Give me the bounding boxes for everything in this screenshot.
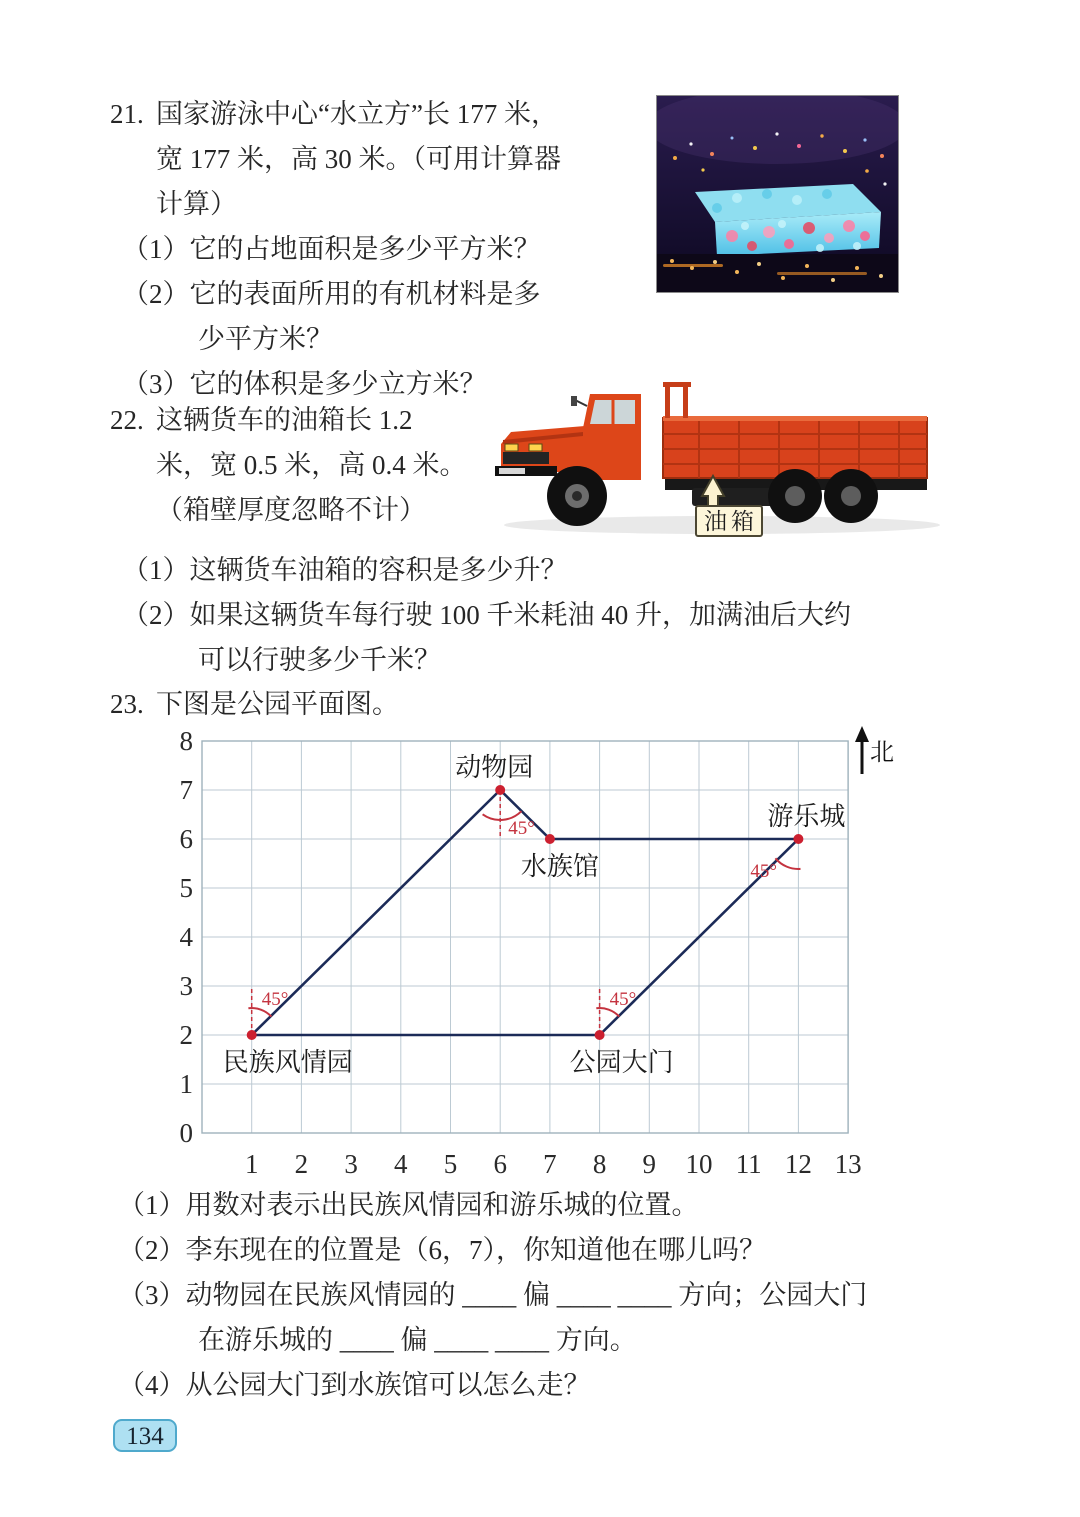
problem-22-text-1: 这辆货车的油箱长 1.2	[156, 405, 413, 435]
svg-text:7: 7	[179, 775, 193, 805]
problem-22-number: 22.	[110, 405, 144, 435]
problem-23-items	[118, 1183, 998, 1408]
park-locations	[223, 753, 846, 1077]
problem-21-line-1	[110, 92, 690, 137]
svg-text:8: 8	[592, 1149, 607, 1179]
svg-text:水族馆: 水族馆	[520, 852, 599, 881]
svg-text:3: 3	[344, 1149, 358, 1179]
north-arrow	[855, 726, 894, 774]
svg-text:0: 0	[179, 1118, 193, 1148]
problem-23-q2: （2）李东现在的位置是（6，7），你知道他在哪儿吗？	[118, 1235, 766, 1265]
problem-21-number: 21.	[110, 99, 144, 129]
problem-23-title: 下图是公园平面图。	[156, 689, 399, 719]
svg-text:8: 8	[179, 726, 193, 756]
problem-22-text-2: 米，宽 0.5 米，高 0.4 米。	[156, 450, 467, 480]
water-cube-illustration	[657, 96, 898, 292]
svg-text:公园大门: 公园大门	[569, 1048, 674, 1077]
angle-annotations	[248, 790, 800, 1035]
park-map-chart	[157, 722, 957, 1184]
svg-text:民族风情园: 民族风情园	[222, 1048, 353, 1077]
problem-21-item-1: （1）它的占地面积是多少平方米？	[122, 234, 541, 264]
problem-22-item-2-cont: 可以行驶多少千米？	[198, 645, 441, 675]
svg-text:2: 2	[294, 1149, 309, 1179]
svg-text:7: 7	[543, 1149, 557, 1179]
page-number-badge: 134	[113, 1419, 177, 1452]
problem-21-item-3: （3）它的体积是多少立方米？	[122, 369, 487, 399]
problem-23-heading	[110, 682, 710, 727]
svg-text:6: 6	[179, 824, 193, 854]
svg-text:45°: 45°	[609, 989, 637, 1010]
svg-text:1: 1	[179, 1069, 193, 1099]
svg-text:2: 2	[179, 1020, 193, 1050]
svg-text:3: 3	[179, 971, 193, 1001]
axis-tick-labels	[180, 726, 862, 1179]
park-map-svg	[157, 722, 957, 1184]
problem-23-q4: （4）从公园大门到水族馆可以怎么走？	[118, 1370, 591, 1400]
water-cube-photo	[656, 95, 899, 293]
problem-21-text-1: 国家游泳中心“水立方”长 177 米，	[156, 99, 558, 129]
svg-text:动物园: 动物园	[455, 753, 534, 782]
problem-21-text-2: 宽 177 米，高 30 米。（可用计算器	[156, 144, 561, 174]
svg-text:11: 11	[735, 1149, 762, 1179]
problem-21-text-3: 计算）	[156, 189, 237, 219]
svg-text:5: 5	[443, 1149, 458, 1179]
svg-text:45°: 45°	[750, 861, 778, 882]
svg-text:4: 4	[394, 1149, 408, 1179]
svg-text:9: 9	[642, 1149, 657, 1179]
svg-text:45°: 45°	[508, 818, 535, 839]
svg-text:13: 13	[834, 1149, 862, 1179]
svg-text:北: 北	[870, 740, 894, 766]
problem-23-number: 23.	[110, 689, 144, 719]
problem-23-q3: （3）动物园在民族风情园的 ____ 偏 ____ ____ 方向；公园大门	[118, 1280, 868, 1310]
fuel-tank-label: 油箱	[695, 505, 763, 537]
problem-23-q1: （1）用数对表示出民族风情园和游乐城的位置。	[118, 1190, 699, 1220]
svg-text:4: 4	[179, 922, 193, 952]
problem-22-text-3: （箱壁厚度忽略不计）	[156, 495, 426, 525]
svg-text:12: 12	[784, 1149, 812, 1179]
problem-21	[110, 92, 690, 407]
problem-22-items	[110, 548, 990, 683]
svg-text:45°: 45°	[261, 989, 289, 1010]
problem-22-item-2: （2）如果这辆货车每行驶 100 千米耗油 40 升，加满油后大约	[122, 600, 851, 630]
problem-23-q3-cont: 在游乐城的 ____ 偏 ____ ____ 方向。	[198, 1325, 637, 1355]
problem-22-item-1: （1）这辆货车油箱的容积是多少升？	[122, 555, 568, 585]
svg-text:5: 5	[179, 873, 193, 903]
problem-21-item-2-cont: 少平方米？	[198, 324, 333, 354]
svg-text:游乐城: 游乐城	[767, 802, 846, 831]
problem-21-item-2: （2）它的表面所用的有机材料是多	[122, 279, 541, 309]
svg-text:6: 6	[493, 1149, 507, 1179]
svg-text:10: 10	[685, 1149, 713, 1179]
svg-text:1: 1	[244, 1149, 259, 1179]
